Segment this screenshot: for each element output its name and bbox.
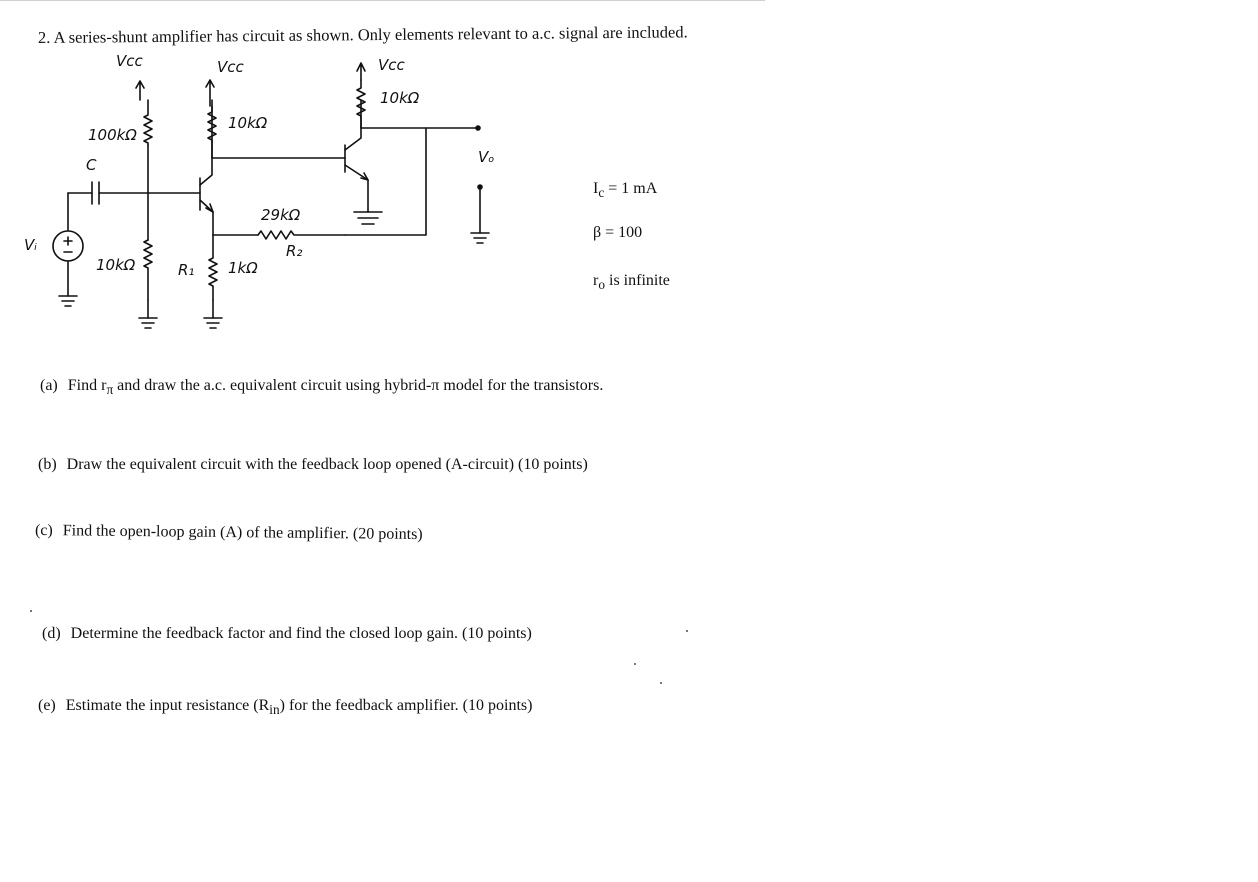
- label-r-top-left: 100kΩ: [88, 126, 137, 144]
- label-vcc-1: Vcc: [116, 52, 143, 70]
- question-c-label: (c): [34, 522, 53, 540]
- label-vo: Vₒ: [478, 148, 495, 166]
- label-vcc-3: Vcc: [378, 56, 405, 74]
- question-b: [38, 456, 588, 474]
- question-d-text: Determine the feedback factor and find the closed loop gain. (10 points): [70, 625, 532, 642]
- question-c-text: Find the open-loop gain (A) of the amplifier. (20 points): [62, 522, 423, 544]
- param-ic: $I_c = 1$ mA: [593, 180, 658, 201]
- label-r-emitter: 1kΩ: [228, 259, 258, 277]
- problem-number: 2.: [37, 27, 51, 47]
- label-capacitor: C: [86, 156, 97, 174]
- resistor-1k: [209, 235, 217, 300]
- question-d: [42, 625, 532, 643]
- label-r-mid-top: 10kΩ: [228, 114, 268, 132]
- question-a-label: (a): [40, 377, 58, 394]
- resistor-r2: [258, 231, 345, 239]
- ground-3: [354, 212, 382, 224]
- question-d-label: (d): [42, 625, 61, 642]
- resistor-10k-right: [357, 80, 365, 128]
- scan-speck: [686, 630, 688, 632]
- label-vi: Vᵢ: [24, 236, 37, 254]
- resistor-10k-bottom: [144, 240, 152, 300]
- question-b-text: Draw the equivalent circuit with the feedback loop opened (A-circuit) (10 points): [66, 456, 588, 473]
- resistor-100k: [144, 100, 152, 145]
- vcc-arrow-right: [357, 63, 365, 80]
- ground-1: [139, 318, 157, 328]
- vi-source: [53, 231, 83, 261]
- label-r-bottom-left: 10kΩ: [96, 256, 136, 274]
- vo-terminal: [476, 126, 480, 130]
- param-beta: β = 100: [593, 224, 643, 241]
- ground-2: [204, 318, 222, 328]
- capacitor-c: [92, 182, 99, 204]
- label-r-right-top: 10kΩ: [380, 89, 420, 107]
- question-b-label: (b): [38, 456, 57, 473]
- label-vcc-2: Vcc: [217, 58, 244, 76]
- label-r1: R₁: [178, 261, 195, 279]
- scan-speck: [30, 610, 32, 612]
- label-r2: R₂: [286, 242, 303, 260]
- ground-vi: [59, 296, 77, 306]
- label-r-feedback: 29kΩ: [261, 206, 301, 224]
- param-ro: $r_o$ is infinite: [593, 272, 670, 293]
- question-e-label: (e): [38, 697, 56, 714]
- ground-vo: [471, 233, 489, 243]
- question-a: (a) Find $r_\pi$ and draw the a.c. equivalent circuit using hybrid-π model for the transistors.: [40, 377, 604, 398]
- question-c: [35, 522, 423, 544]
- scan-speck: [660, 682, 662, 684]
- vcc-arrow-left: [136, 81, 144, 100]
- problem-text: A series-shunt amplifier has circuit as shown. Only elements relevant to a.c. signal are included.: [53, 22, 688, 47]
- question-e: (e) Estimate the input resistance $(R_{in})$ for the feedback amplifier. (10 points): [38, 697, 533, 718]
- scan-speck: [634, 663, 636, 665]
